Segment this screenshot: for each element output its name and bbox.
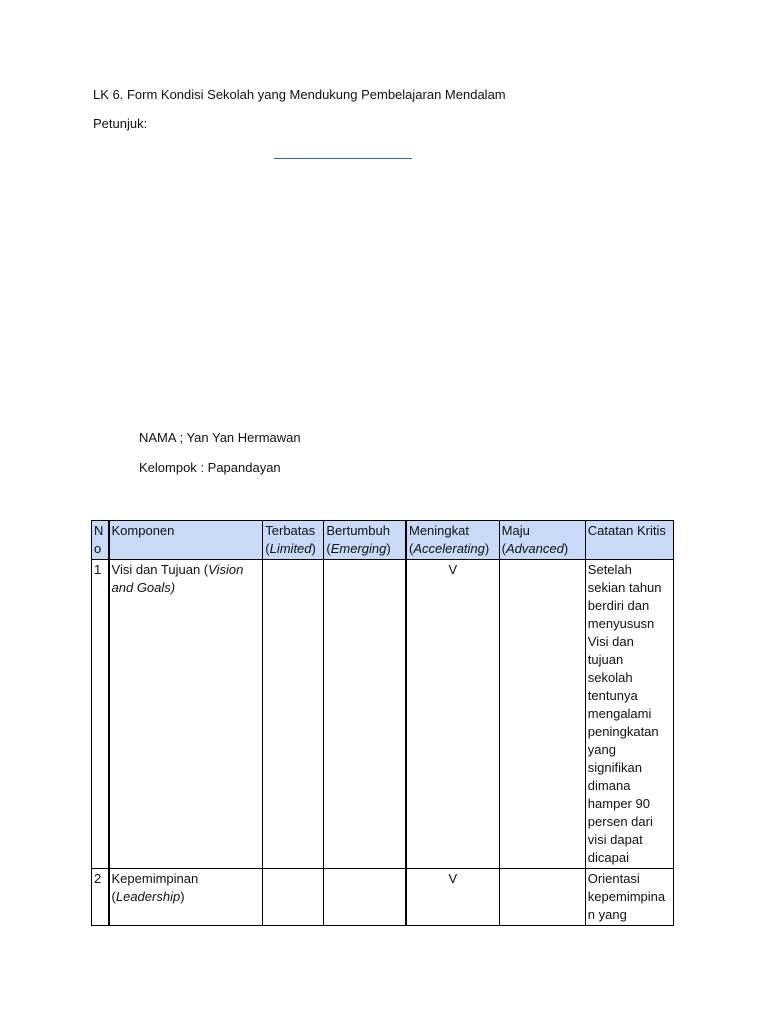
header-limited: Terbatas (Limited): [263, 521, 324, 560]
header-limited-en: Limited: [269, 541, 312, 556]
cell-limited: [263, 560, 324, 869]
header-advanced-en: Advanced: [506, 541, 564, 556]
header-advanced: Maju (Advanced): [499, 521, 585, 560]
cell-notes: Setelah sekian tahun berdiri dan menyususn Visi dan tujuan sekolah tentunya mengalami peningkatan yang signifikan dimana hamper 90 persen dari visi dapat dicapai: [585, 560, 673, 869]
header-advanced-label: Maju: [501, 523, 530, 538]
cell-notes: Orientasi kepemimpinan yang: [585, 869, 673, 926]
table-header-row: [92, 521, 674, 560]
row-component: [109, 869, 263, 926]
hyperlink-underline[interactable]: [274, 158, 412, 159]
cell-emerging: [324, 560, 406, 869]
component-en: Leadership: [115, 889, 181, 904]
header-component: Komponen: [109, 521, 263, 560]
cell-emerging: [324, 869, 406, 926]
table-row: [92, 869, 674, 926]
header-notes: Catatan Kritis: [585, 521, 673, 560]
header-accelerating-en: Accelerating: [413, 541, 485, 556]
name-line: NAMA ; Yan Yan Hermawan: [139, 430, 301, 445]
cell-advanced: [499, 869, 585, 926]
header-emerging-en: Emerging: [330, 541, 387, 556]
row-component: [109, 560, 263, 869]
header-emerging: Bertumbuh (Emerging): [324, 521, 406, 560]
component-label: Kepemimpinan (: [111, 871, 199, 904]
group-line: Kelompok : Papandayan: [139, 460, 281, 475]
assessment-table: [91, 520, 674, 926]
cell-accelerating: V: [406, 869, 499, 926]
instructions-label: Petunjuk:: [93, 116, 148, 131]
component-en: Vision and Goals): [111, 562, 244, 595]
component-label: Visi dan Tujuan (: [111, 562, 209, 577]
header-no: No: [92, 521, 109, 560]
component-tail: ): [180, 889, 185, 904]
row-number: 1: [92, 560, 109, 869]
header-accelerating: Meningkat (Accelerating): [406, 521, 499, 560]
header-emerging-label: Bertumbuh: [326, 523, 390, 538]
header-accelerating-label: Meningkat: [409, 523, 469, 538]
header-limited-label: Terbatas: [265, 523, 316, 538]
row-number: 2: [92, 869, 109, 926]
cell-advanced: [499, 560, 585, 869]
table-row: [92, 560, 674, 869]
document-title: LK 6. Form Kondisi Sekolah yang Mendukung Pembelajaran Mendalam: [93, 87, 506, 102]
cell-accelerating: V: [406, 560, 499, 869]
cell-limited: [263, 869, 324, 926]
